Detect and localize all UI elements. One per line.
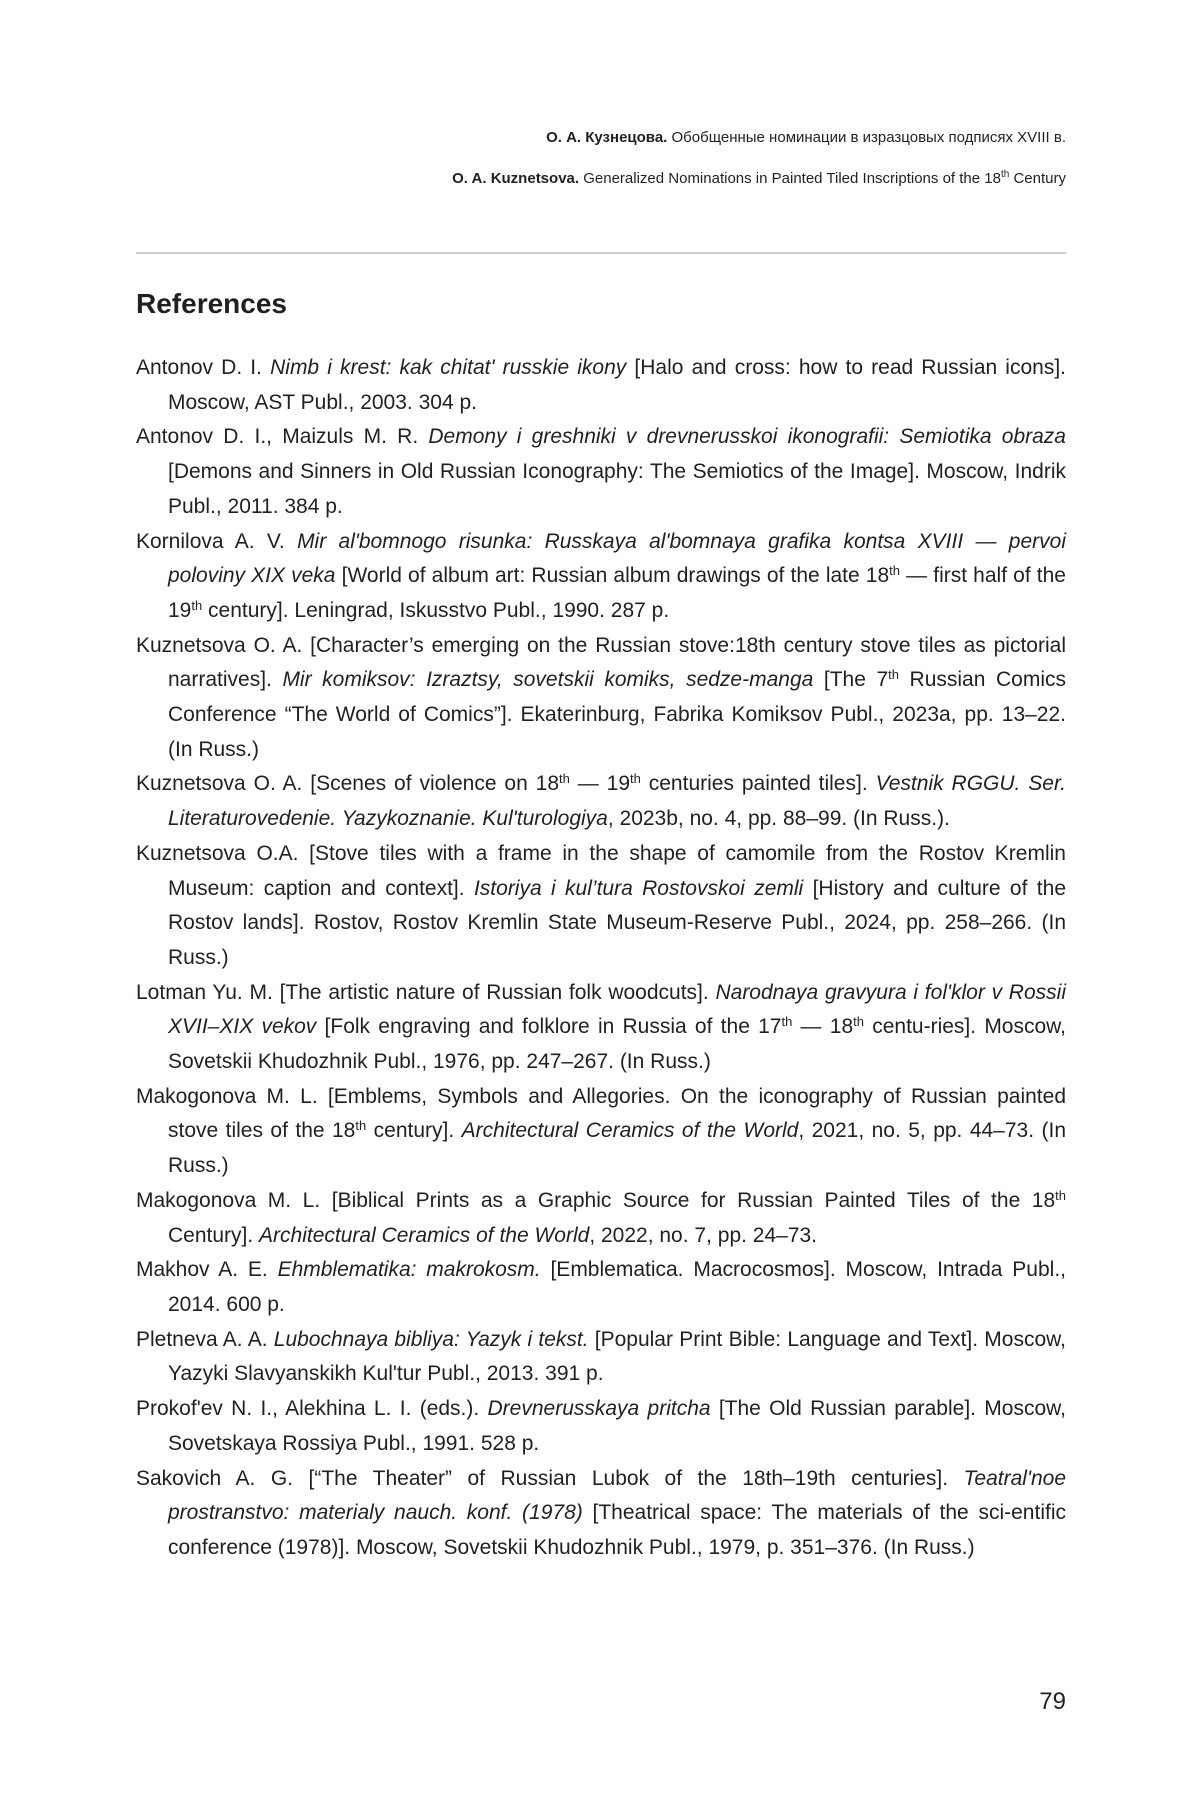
header-en-author: O. A. Kuznetsova. bbox=[452, 170, 580, 187]
reference-entry bbox=[136, 1080, 1066, 1184]
ordinal-superscript: th bbox=[888, 667, 899, 683]
header-ru-author: О. А. Кузнецова. bbox=[546, 129, 668, 146]
reference-text: Makogonova M. L. [Emblems, Symbols and Allegories. On the iconography of Russian painted stove tiles of the 18 bbox=[136, 1084, 1066, 1143]
reference-text: Kuznetsova O. A. [Scenes of violence on 18 bbox=[136, 772, 560, 796]
reference-text: , 2022, no. 7, pp. 24–73. bbox=[589, 1223, 818, 1247]
reference-text: — first half of the 19 bbox=[168, 564, 1066, 622]
reference-text: Antonov D. I., Maizuls M. R. bbox=[136, 425, 429, 449]
reference-text: — 19 bbox=[569, 772, 631, 796]
reference-entry bbox=[136, 1323, 1066, 1392]
header-ru-title: Обобщенные номинации в изразцовых подписях XVIII в. bbox=[667, 129, 1066, 146]
reference-text: centuries painted tiles]. bbox=[640, 772, 876, 796]
reference-text: [Demons and Sinners in Old Russian Iconography: The Semiotics of the Image]. Moscow, Indrik Publ., 2011. 384 p. bbox=[168, 460, 1066, 518]
reference-title-italic: Vestnik RGGU. Ser. Literaturovedenie. Yazykoznanie. Kul'turologiya bbox=[168, 772, 1067, 831]
running-header-russian bbox=[136, 128, 1066, 148]
header-en-title: Generalized Nominations in Painted Tiled Inscriptions of the 18 bbox=[579, 170, 1001, 187]
reference-text: [History and culture of the Rostov lands]. Rostov, Rostov Kremlin State Museum-Reserve Publ., 2024, pp. 258–266. (In Russ.) bbox=[168, 876, 1066, 969]
reference-text: — 18 bbox=[792, 1015, 854, 1039]
reference-text: Makhov A. E. bbox=[136, 1258, 278, 1282]
reference-title-italic: Mir komiksov: Izraztsy, sovetskii komiks, sedze-manga bbox=[282, 668, 814, 692]
ordinal-superscript: th bbox=[559, 771, 570, 787]
reference-text: Kuznetsova O.A. [Stove tiles with a frame in the shape of camomile from the Rostov Kremlin Museum: caption and context]. bbox=[136, 841, 1066, 900]
ordinal-superscript: th bbox=[889, 563, 900, 579]
page-number: 79 bbox=[1039, 1688, 1066, 1715]
reference-text: Lotman Yu. M. [The artistic nature of Russian folk woodcuts]. bbox=[136, 980, 716, 1004]
reference-title-italic: Mir al'bomnogo risunka: Russkaya al'bomnaya grafika kontsa XVIII — pervoi poloviny XIX veka bbox=[168, 529, 1066, 588]
reference-title-italic: Narodnaya gravyura i fol'klor v Rossii XVII–XIX vekov bbox=[168, 980, 1066, 1039]
header-en-title-superscript: th bbox=[1000, 169, 1010, 180]
reference-text: [Folk engraving and folklore in Russia of the 17 bbox=[316, 1015, 782, 1039]
reference-title-italic: Nimb i krest: kak chitat' russkie ikony bbox=[270, 356, 627, 379]
reference-text: Antonov D. I. bbox=[136, 356, 271, 379]
reference-text: Century]. bbox=[168, 1223, 260, 1247]
reference-title-italic: Teatral'noe prostranstvo: materialy nauch. konf. (1978) bbox=[168, 1466, 1066, 1525]
reference-text: Kuznetsova O. A. [Character’s emerging on the Russian stove:18th century stove tiles as pictorial narratives]. bbox=[136, 633, 1066, 692]
running-header-english bbox=[136, 165, 1066, 189]
reference-text: Prokof'ev N. I., Alekhina L. I. (eds.). bbox=[136, 1397, 488, 1421]
reference-text: Makogonova M. L. [Biblical Prints as a Graphic Source for Russian Painted Tiles of the 18 bbox=[136, 1188, 1056, 1212]
reference-entry bbox=[136, 525, 1066, 629]
reference-entry bbox=[136, 767, 1066, 836]
header-divider bbox=[136, 252, 1066, 254]
ordinal-superscript: th bbox=[630, 771, 641, 787]
reference-entry bbox=[136, 976, 1066, 1080]
ordinal-superscript: th bbox=[1055, 1187, 1066, 1203]
reference-text: [Theatrical space: The materials of the sci-entific conference (1978)]. Moscow, Sovetskii Khudozhnik Publ., 1979, p. 351–376. (In Russ.) bbox=[168, 1501, 1066, 1559]
reference-entry bbox=[136, 629, 1066, 768]
reference-text: [Popular Print Bible: Language and Text]. Moscow, Yazyki Slavyanskikh Kul'tur Publ., 2013. 391 p. bbox=[168, 1327, 1066, 1386]
reference-entry bbox=[136, 351, 1066, 420]
reference-text: century]. Leningrad, Iskusstvo Publ., 1990. 287 p. bbox=[202, 598, 670, 622]
ordinal-superscript: th bbox=[191, 597, 203, 613]
reference-entry bbox=[136, 1392, 1066, 1461]
header-en-title-end: Century bbox=[1009, 170, 1066, 187]
reference-title-italic: Lubochnaya bibliya: Yazyk i tekst. bbox=[273, 1327, 589, 1351]
reference-text: centu-ries]. Moscow, Sovetskii Khudozhnik Publ., 1976, pp. 247–267. (In Russ.) bbox=[168, 1015, 1067, 1074]
reference-text: , 2021, no. 5, pp. 44–73. (In Russ.) bbox=[168, 1119, 1067, 1178]
reference-title-italic: Architectural Ceramics of the World bbox=[461, 1119, 799, 1143]
reference-title-italic: Demony i greshniki v drevnerusskoi ikonografii: Semiotika obraza bbox=[428, 425, 1066, 449]
reference-text: [World of album art: Russian album drawings of the late 18 bbox=[335, 564, 890, 588]
reference-text: Kornilova A. V. bbox=[136, 529, 298, 553]
reference-list bbox=[136, 351, 1066, 1566]
ordinal-superscript: th bbox=[355, 1118, 367, 1134]
ordinal-superscript: th bbox=[853, 1014, 864, 1030]
reference-text: [The Old Russian parable]. Moscow, Sovetskaya Rossiya Publ., 1991. 528 p. bbox=[168, 1397, 1066, 1455]
ordinal-superscript: th bbox=[781, 1014, 793, 1030]
reference-text: [Emblematica. Macrocosmos]. Moscow, Intrada Publ., 2014. 600 p. bbox=[168, 1258, 1066, 1316]
reference-title-italic: Istoriya i kul’tura Rostovskoi zemli bbox=[473, 876, 804, 900]
reference-entry bbox=[136, 1253, 1066, 1322]
reference-text: Russian Comics Conference “The World of Comics”]. Ekaterinburg, Fabrika Komiksov Publ., 2023a, pp. 13–22. (In Russ.) bbox=[168, 668, 1066, 761]
reference-text: [The 7 bbox=[813, 668, 889, 692]
reference-entry bbox=[136, 1184, 1066, 1253]
reference-text: century]. bbox=[366, 1119, 462, 1143]
reference-title-italic: Architectural Ceramics of the World bbox=[259, 1223, 590, 1247]
reference-title-italic: Ehmblematika: makrokosm. bbox=[277, 1258, 541, 1282]
reference-entry bbox=[136, 837, 1066, 976]
reference-title-italic: Drevnerusskaya pritcha bbox=[487, 1397, 711, 1421]
reference-entry bbox=[136, 420, 1066, 524]
section-title: References bbox=[136, 288, 287, 319]
reference-text: Pletneva A. A. bbox=[136, 1327, 274, 1351]
reference-text: [Halo and cross: how to read Russian icons]. Moscow, AST Publ., 2003. 304 p. bbox=[168, 356, 1066, 414]
reference-entry bbox=[136, 1462, 1066, 1566]
reference-text: Sakovich A. G. [“The Theater” of Russian Lubok of the 18th–19th centuries]. bbox=[136, 1466, 964, 1490]
reference-text: , 2023b, no. 4, pp. 88–99. (In Russ.). bbox=[607, 807, 950, 831]
